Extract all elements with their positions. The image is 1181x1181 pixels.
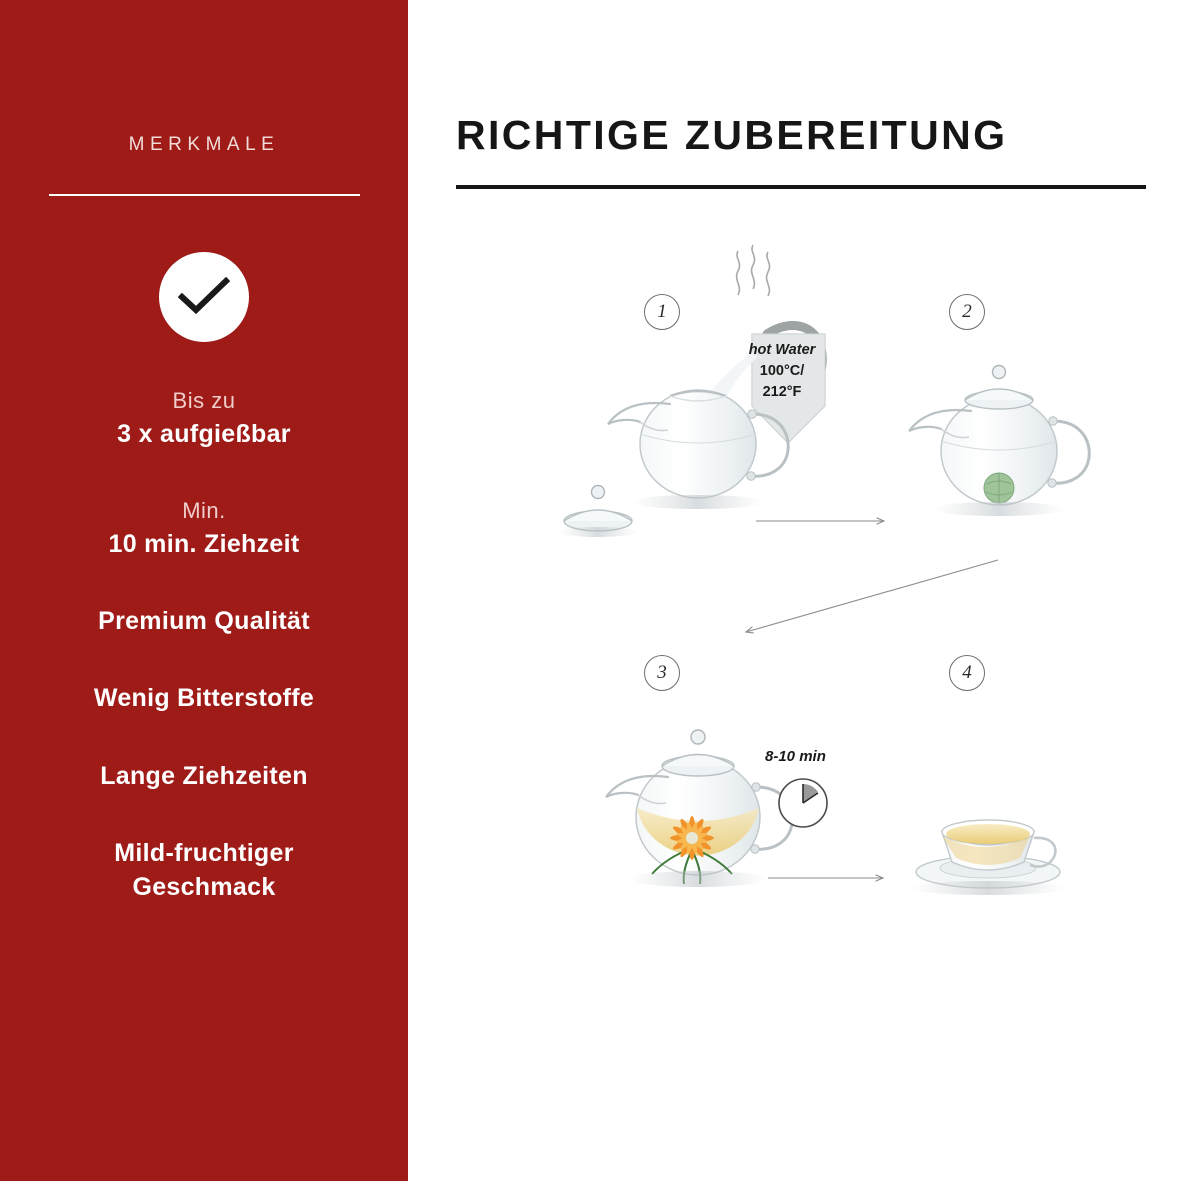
feature-item bbox=[34, 386, 374, 452]
feature-item bbox=[34, 682, 374, 715]
hot-water-line2: 100°C/ bbox=[759, 363, 805, 380]
page-title: RICHTIGE ZUBEREITUNG bbox=[456, 112, 1008, 158]
feature-main-label: 3 x aufgießbar bbox=[117, 420, 291, 449]
sidebar-divider bbox=[49, 194, 360, 196]
hot-water-label bbox=[736, 340, 828, 403]
feature-main-label: Premium Qualität bbox=[98, 607, 310, 635]
feature-item bbox=[34, 605, 374, 638]
feature-main-label: 10 min. Ziehzeit bbox=[108, 529, 300, 558]
step-badge-2: 2 bbox=[949, 294, 985, 330]
sidebar-title: MERKMALE bbox=[128, 134, 280, 155]
step-badge-3: 3 bbox=[644, 655, 680, 691]
check-icon bbox=[159, 252, 249, 342]
feature-item bbox=[34, 837, 374, 905]
hot-water-line3: 212°F bbox=[762, 384, 802, 401]
step-badge-4: 4 bbox=[949, 655, 985, 691]
features-sidebar bbox=[0, 0, 408, 1181]
step-badge-1: 1 bbox=[644, 294, 680, 330]
feature-item bbox=[34, 760, 374, 793]
hot-water-line1: hot Water bbox=[748, 342, 816, 358]
feature-small-label: Bis zu bbox=[172, 388, 236, 413]
feature-item bbox=[34, 496, 374, 562]
feature-main-label: Wenig Bitterstoffe bbox=[93, 684, 315, 713]
feature-small-label: Min. bbox=[182, 497, 226, 523]
feature-main-label: Lange Ziehzeiten bbox=[100, 761, 308, 790]
preparation-panel bbox=[408, 0, 1181, 1181]
preparation-diagram bbox=[408, 0, 1181, 1181]
steep-time-label: 8-10 min bbox=[765, 748, 826, 765]
feature-list bbox=[0, 386, 408, 948]
feature-main-label: Mild-fruchtiger Geschmack bbox=[114, 838, 294, 901]
